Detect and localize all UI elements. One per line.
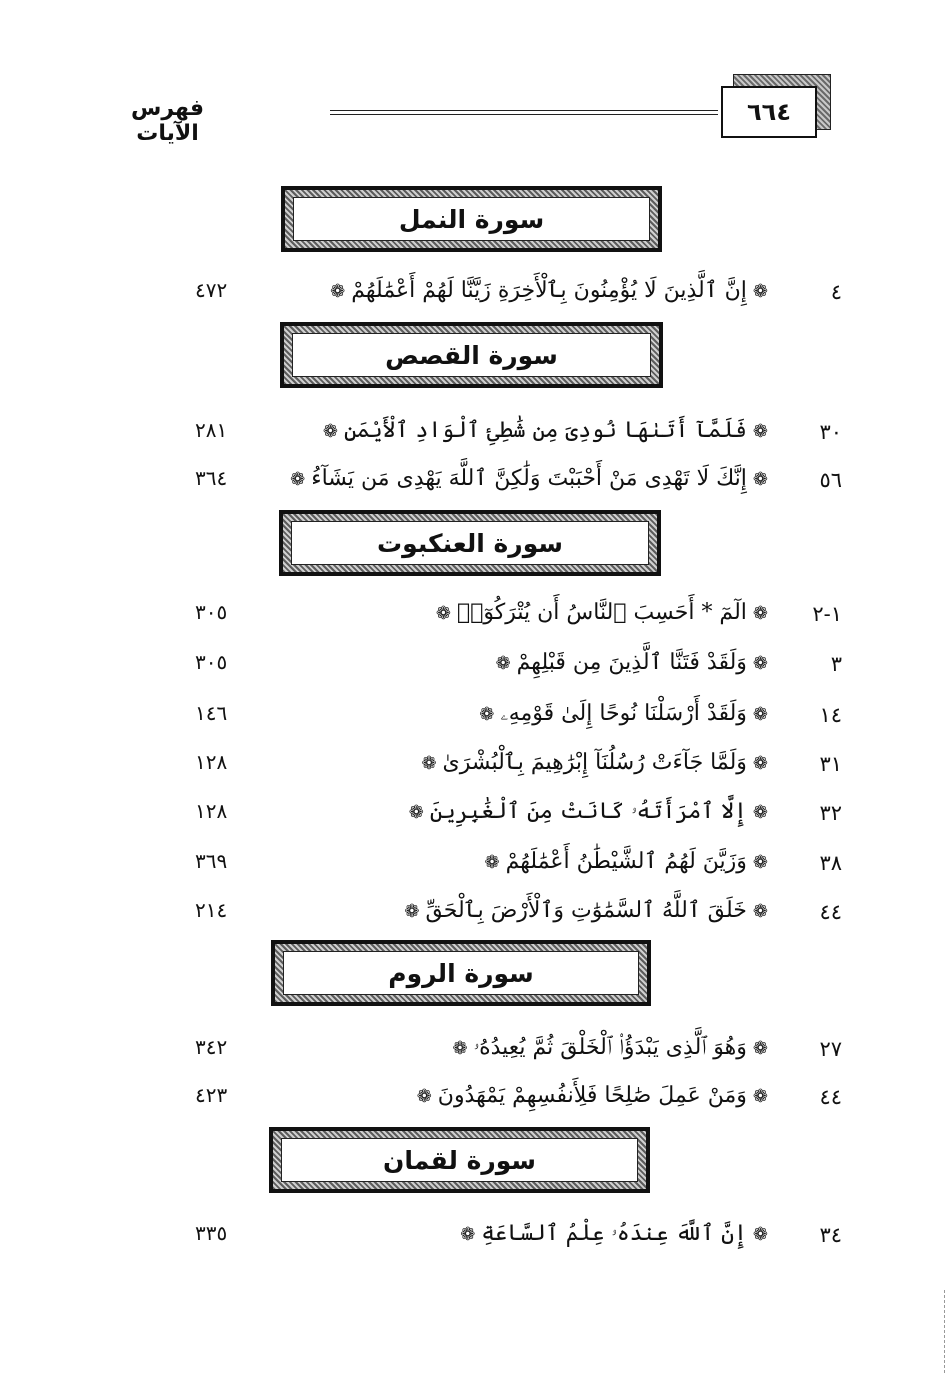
- header-rule: [330, 110, 718, 115]
- page-reference: ١٢٨: [195, 750, 228, 774]
- verse-quote: وَلَمَّا جَآءَتْ رُسُلُنَآ إِبْرَٰهِيمَ بِٱلْبُشْرَىٰ: [442, 750, 747, 775]
- surah-heading-naml: [281, 186, 662, 252]
- verse-row: [0, 414, 952, 454]
- close-bracket-icon: ❁: [460, 1224, 476, 1245]
- verse-quote: وَلَقَدْ فَتَنَّا ٱلَّذِينَ مِن قَبْلِهِمْ: [516, 650, 747, 675]
- verse-quote: وَهُوَ ٱلَّذِى يَبْدَؤُا۟ ٱلْخَلْقَ ثُمَّ يُعِيدُهُۥ: [473, 1035, 747, 1060]
- verse-row: [0, 274, 952, 314]
- verse-text: [473, 701, 774, 726]
- verse-number: ٣٢: [819, 801, 842, 825]
- open-bracket-icon: ❁: [752, 802, 768, 823]
- verse-number: ٣: [830, 652, 842, 676]
- verse-row: [0, 462, 952, 502]
- close-bracket-icon: ❁: [408, 802, 424, 823]
- verse-text: [403, 799, 774, 824]
- verse-number: ٤٤: [819, 900, 842, 924]
- verse-quote: وَلَقَدْ أَرْسَلْنَا نُوحًا إِلَىٰ قَوْمِهِۦ: [500, 701, 747, 726]
- verse-text: [398, 898, 774, 923]
- surah-title: سورة القصص: [292, 333, 651, 377]
- surah-title: سورة النمل: [293, 197, 650, 241]
- verse-row: [0, 1031, 952, 1071]
- verse-row: [0, 746, 952, 786]
- verse-number: ٥٦: [819, 468, 842, 492]
- close-bracket-icon: ❁: [435, 603, 452, 624]
- verse-quote: خَلَقَ ٱللَّهُ ٱلسَّمَٰوَٰتِ وَٱلْأَرْضَ بِٱلْحَقِّ: [425, 898, 747, 923]
- verse-row: [0, 646, 952, 686]
- open-bracket-icon: ❁: [752, 603, 768, 624]
- page-reference: ٤٧٢: [195, 278, 228, 302]
- verse-row: [0, 596, 952, 636]
- close-bracket-icon: ❁: [421, 753, 437, 774]
- verse-row: [0, 1217, 952, 1257]
- verse-quote: إِلَّا ٱمْرَأَتَهُۥ كَانَتْ مِنَ ٱلْغَٰبِرِينَ: [429, 799, 747, 824]
- close-bracket-icon: ❁: [322, 421, 338, 442]
- open-bracket-icon: ❁: [752, 852, 768, 873]
- verse-text: [430, 600, 774, 625]
- page-reference: ١٤٦: [195, 701, 228, 725]
- page-number: ٦٦٤: [721, 86, 817, 138]
- page-reference: ٢١٤: [195, 898, 228, 922]
- verse-text: [324, 278, 774, 303]
- verse-row: [0, 894, 952, 934]
- verse-quote: إِنَّ ٱللَّهَ عِندَهُۥ عِلْمُ ٱلسَّاعَةِ: [481, 1221, 747, 1246]
- verse-number: ١-٢: [812, 602, 842, 626]
- verse-text: [479, 849, 774, 874]
- verse-text: [454, 1221, 774, 1246]
- close-bracket-icon: ❁: [452, 1038, 468, 1059]
- verse-text: [415, 750, 774, 775]
- verse-row: [0, 1079, 952, 1119]
- open-bracket-icon: ❁: [752, 421, 768, 442]
- verse-row: [0, 845, 952, 885]
- page-reference: ٣٤٢: [195, 1035, 228, 1059]
- page-reference: ٣٦٤: [195, 466, 228, 490]
- verse-text: [490, 650, 774, 675]
- verse-number: ٤٤: [819, 1085, 842, 1109]
- running-title: فهرس الآيات: [131, 96, 204, 146]
- close-bracket-icon: ❁: [290, 469, 306, 490]
- close-bracket-icon: ❁: [330, 281, 346, 302]
- surah-heading-ankabut: [279, 510, 661, 576]
- verse-text: [446, 1035, 774, 1060]
- verse-text: [284, 466, 774, 491]
- close-bracket-icon: ❁: [479, 704, 495, 725]
- surah-title: سورة العنكبوت: [291, 521, 649, 565]
- verse-number: ٤: [830, 280, 842, 304]
- verse-quote: إِنَّكَ لَا تَهْدِى مَنْ أَحْبَبْتَ وَلَٰكِنَّ ٱللَّهَ يَهْدِى مَن يَشَآءُ: [311, 466, 747, 491]
- verse-number: ٢٧: [819, 1037, 842, 1061]
- page-reference: ٣٠٥: [195, 600, 228, 624]
- close-bracket-icon: ❁: [495, 653, 511, 674]
- open-bracket-icon: ❁: [752, 1086, 768, 1107]
- verse-quote: وَمَنْ عَمِلَ صَٰلِحًا فَلِأَنفُسِهِمْ يَمْهَدُونَ: [437, 1083, 747, 1108]
- surah-heading-luqman: [269, 1127, 650, 1193]
- close-bracket-icon: ❁: [484, 852, 500, 873]
- verse-quote: وَزَيَّنَ لَهُمُ ٱلشَّيْطَٰنُ أَعْمَٰلَهُمْ: [505, 849, 747, 874]
- open-bracket-icon: ❁: [752, 281, 768, 302]
- page-reference: ٢٨١: [195, 418, 228, 442]
- surah-heading-qasas: [280, 322, 663, 388]
- open-bracket-icon: ❁: [752, 753, 768, 774]
- verse-text: [411, 1083, 774, 1108]
- open-bracket-icon: ❁: [752, 901, 768, 922]
- verse-number: ٣٠: [819, 420, 842, 444]
- verse-number: ٣٨: [819, 851, 842, 875]
- page-reference: ٣٦٩: [195, 849, 228, 873]
- surah-title: سورة لقمان: [281, 1138, 638, 1182]
- open-bracket-icon: ❁: [752, 469, 768, 490]
- open-bracket-icon: ❁: [752, 704, 768, 725]
- verse-row: [0, 795, 952, 835]
- verse-quote: فَلَمَّآ أَتَىٰهَا نُودِىَ مِن شَٰطِئِ ٱلْوَادِ ٱلْأَيْمَنِ: [344, 418, 747, 443]
- open-bracket-icon: ❁: [752, 1038, 768, 1059]
- page-reference: ٣٠٥: [195, 650, 228, 674]
- verse-number: ٣١: [819, 752, 842, 776]
- page-reference: ١٢٨: [195, 799, 228, 823]
- close-bracket-icon: ❁: [404, 901, 420, 922]
- surah-title: سورة الروم: [283, 951, 639, 995]
- page-reference: ٤٢٣: [195, 1083, 228, 1107]
- verse-number: ٣٤: [819, 1223, 842, 1247]
- open-bracket-icon: ❁: [752, 1224, 768, 1245]
- verse-number: ١٤: [819, 703, 842, 727]
- verse-quote: الٓمٓ * أَحَسِبَ ٱلنَّاسُ أَن يُتْرَكُوٓا۟: [457, 600, 747, 625]
- close-bracket-icon: ❁: [416, 1086, 432, 1107]
- verse-quote: إِنَّ ٱلَّذِينَ لَا يُؤْمِنُونَ بِٱلْأَخِرَةِ زَيَّنَّا لَهُمْ أَعْمَٰلَهُمْ: [351, 278, 747, 303]
- scan-edge-mark: [944, 1290, 948, 1373]
- verse-text: [317, 418, 774, 443]
- page-reference: ٣٣٥: [195, 1221, 228, 1245]
- open-bracket-icon: ❁: [752, 653, 768, 674]
- page-number-box: [721, 74, 829, 140]
- verse-row: [0, 697, 952, 737]
- surah-heading-rum: [271, 940, 651, 1006]
